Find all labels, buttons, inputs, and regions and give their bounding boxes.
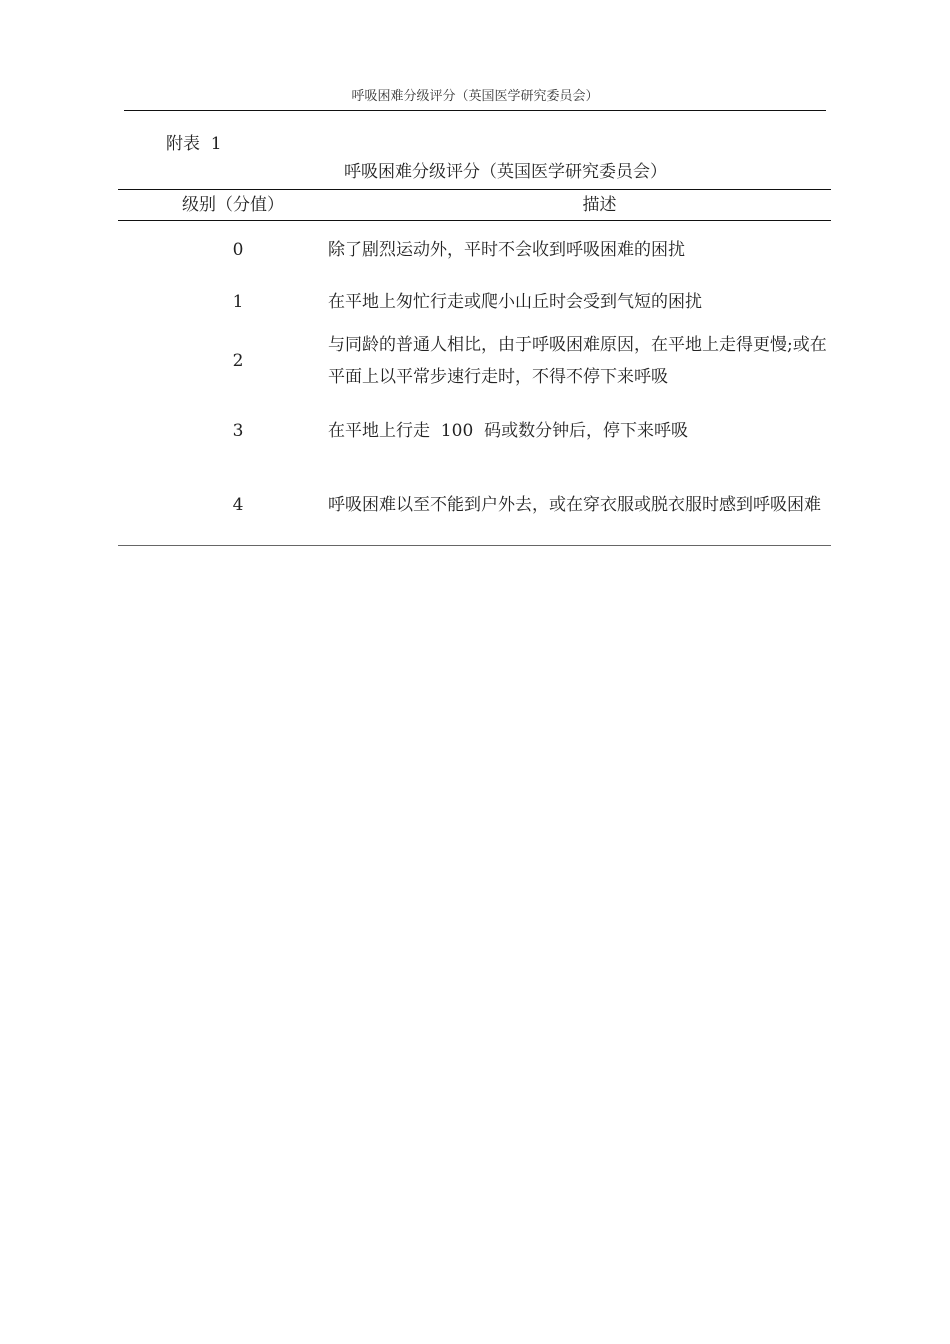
column-header-grade: 级别（分值） [182, 195, 284, 215]
table-row [118, 465, 831, 546]
grade-description [328, 221, 831, 280]
table-row [118, 279, 831, 325]
grade-description [328, 397, 831, 465]
table-caption: 呼吸困难分级评分（英国医学研究委员会） [344, 162, 667, 182]
table-row [118, 325, 831, 397]
column-header-description: 描述 [582, 195, 617, 215]
grade-value: 0 [232, 240, 244, 260]
grade-description-text: 呼吸困难以至不能到户外去，或在穿衣服或脱衣服时感到呼吸困难 [328, 495, 821, 515]
table-row [118, 221, 831, 280]
grade-description-text: 除了剧烈运动外，平时不会收到呼吸困难的困扰 [328, 240, 685, 260]
header-rule [124, 110, 826, 111]
table-row [118, 397, 831, 465]
running-header: 呼吸困难分级评分（英国医学研究委员会） [351, 89, 599, 104]
grade-value: 2 [232, 351, 244, 371]
table-header-row [118, 190, 831, 221]
grade-description [328, 325, 831, 397]
grade-value: 3 [232, 421, 244, 441]
grade-value: 4 [232, 495, 244, 515]
grade-description-text: 在平地上行走 100 码或数分钟后，停下来呼吸 [328, 421, 689, 441]
table-label: 附表 1 [166, 134, 222, 154]
grade-description-text: 与同龄的普通人相比，由于呼吸困难原因，在平地上走得更慢;或在平面上以平常步速行走时，不得不停下来呼吸 [328, 335, 827, 387]
grade-description [328, 465, 831, 546]
grade-description-text: 在平地上匆忙行走或爬小山丘时会受到气短的困扰 [328, 292, 702, 312]
grade-description [328, 279, 831, 325]
grade-value: 1 [232, 292, 244, 312]
dyspnea-grade-table [118, 189, 831, 546]
